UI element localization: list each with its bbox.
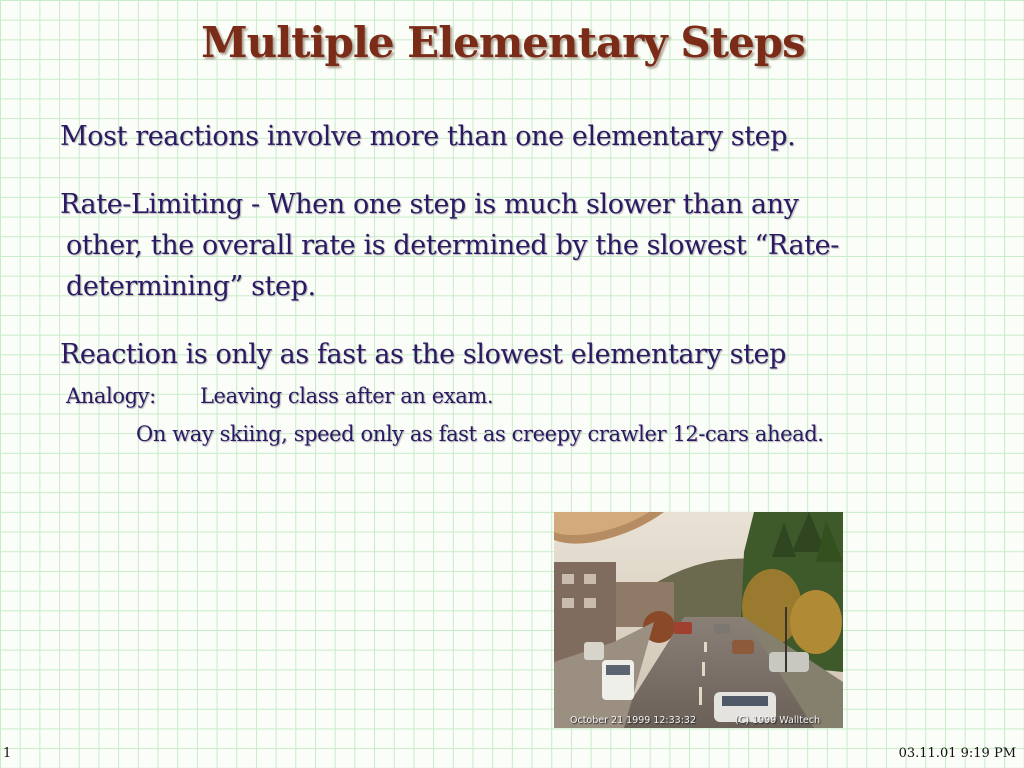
bullet-rate-limiting-line-2: other, the overall rate is determined by the slowest “Rate- bbox=[66, 230, 839, 261]
analogy-item-skiing: On way skiing, speed only as fast as creepy crawler 12-cars ahead. bbox=[136, 422, 824, 446]
photo-timestamp-caption: October 21 1999 12:33:32 bbox=[570, 715, 697, 726]
analogy-item-leaving-class: Leaving class after an exam. bbox=[200, 384, 494, 408]
bullet-rate-limiting-line-1: Rate-Limiting - When one step is much slower than any bbox=[60, 189, 799, 220]
street-traffic-photo bbox=[554, 512, 843, 728]
analogy-label: Analogy: bbox=[66, 384, 156, 408]
page-number: 1 bbox=[3, 746, 12, 761]
slide-title: Multiple Elementary Steps bbox=[201, 18, 805, 67]
bullet-slowest-step: Reaction is only as fast as the slowest elementary step bbox=[60, 339, 787, 370]
photo-copyright-caption: (C) 1999 Walltech bbox=[735, 715, 820, 726]
bullet-rate-limiting-line-3: determining” step. bbox=[66, 271, 316, 302]
bullet-multiple-steps: Most reactions involve more than one elementary step. bbox=[60, 121, 796, 152]
footer-timestamp: 03.11.01 9:19 PM bbox=[898, 746, 1016, 761]
